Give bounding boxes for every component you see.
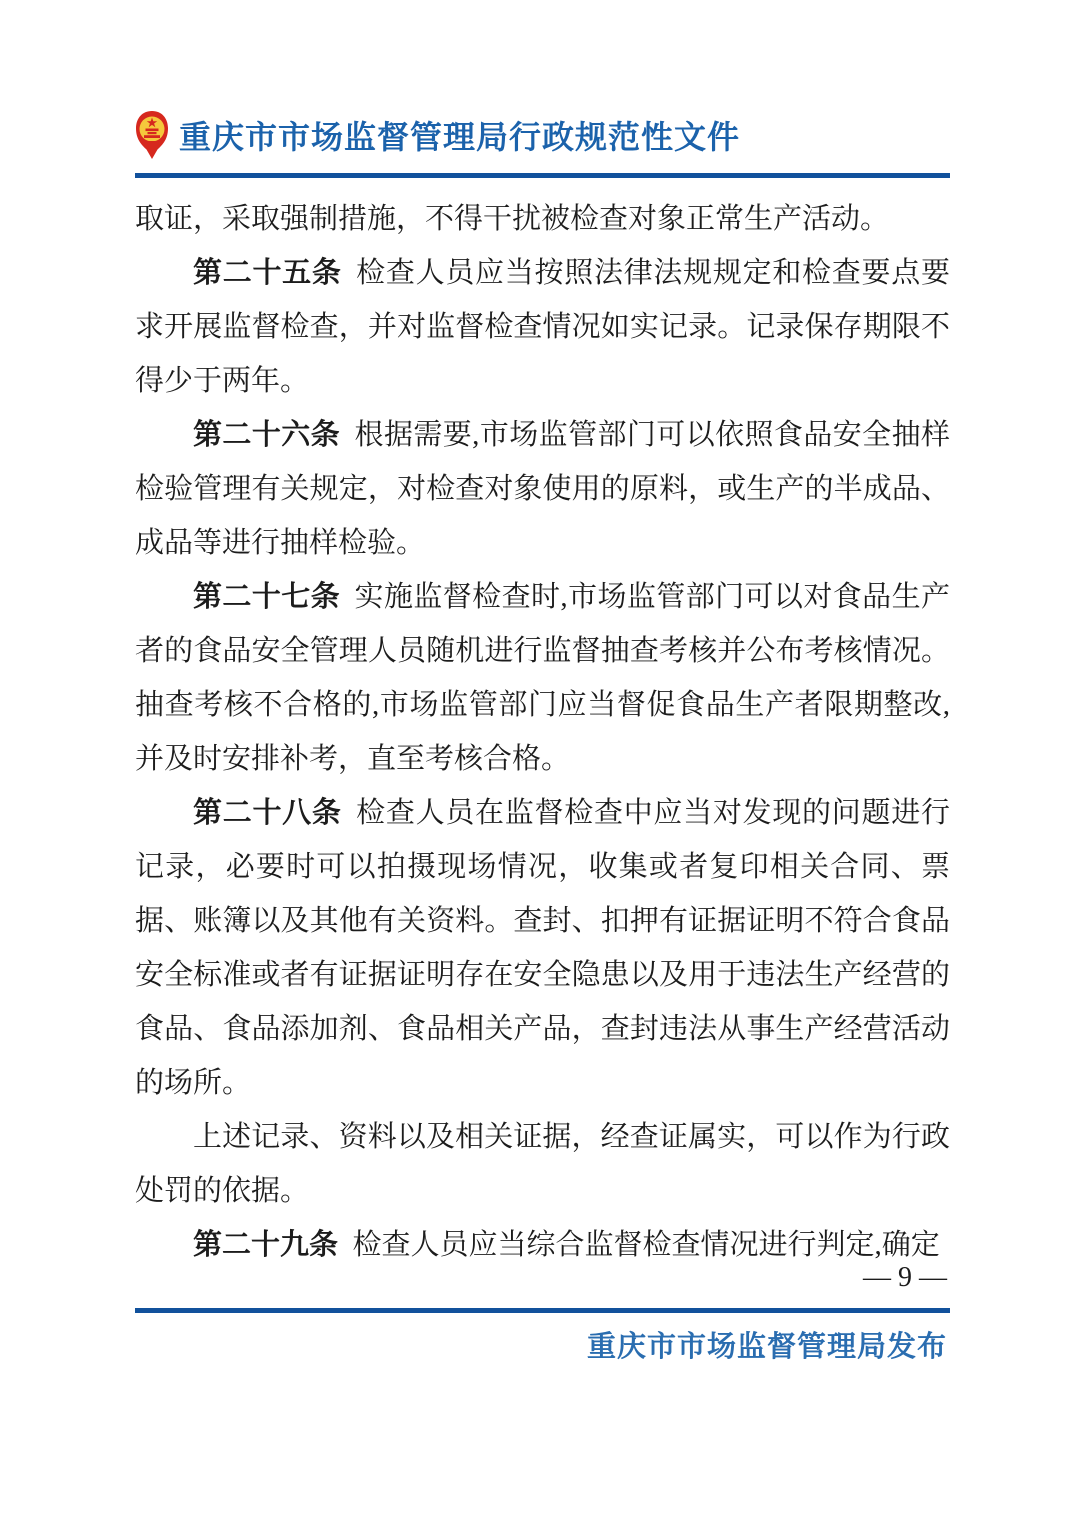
header-rule <box>135 173 950 178</box>
publisher-label: 重庆市市场监督管理局发布 <box>586 1331 947 1363</box>
national-emblem-icon <box>135 110 169 160</box>
article-number: 第二十八条 <box>193 797 342 829</box>
paragraph-text: 取证，采取强制措施，不得干扰被检查对象正常生产活动。 <box>135 203 890 235</box>
paragraph-text: 上述记录、资料以及相关证据，经查证属实，可以作为行政处罚的依据。 <box>135 1121 950 1207</box>
article-number: 第二十六条 <box>193 419 341 451</box>
page-number: — 9 — <box>863 1262 947 1293</box>
paragraph-text: 检查人员应当按照法律法规规定和检查要点要求开展监督检查，并对监督检查情况如实记录。记录保存期限不得少于两年。 <box>135 257 950 397</box>
paragraph-text: 实施监督检查时,市场监管部门可以对食品生产者的食品安全管理人员随机进行监督抽查考核并公布考核情况。抽查考核不合格的,市场监管部门应当督促食品生产者限期整改,并及时安排补考，直至考核合格。 <box>135 581 950 775</box>
paragraph-article-26 <box>135 408 950 570</box>
paragraph-text: 根据需要,市场监管部门可以依照食品安全抽样检验管理有关规定，对检查对象使用的原料，或生产的半成品、成品等进行抽样检验。 <box>135 419 950 559</box>
page-header <box>135 110 950 160</box>
paragraph-text: 检查人员在监督检查中应当对发现的问题进行记录，必要时可以拍摄现场情况，收集或者复印相关合同、票据、账簿以及其他有关资料。查封、扣押有证据证明不符合食品安全标准或者有证据证明存在安全隐患以及用于违法生产经营的食品、食品添加剂、食品相关产品，查封违法从事生产经营活动的场所。 <box>135 797 950 1099</box>
paragraph-article-28 <box>135 786 950 1110</box>
paragraph-records <box>135 1110 950 1218</box>
paragraph-article-25 <box>135 246 950 408</box>
paragraph-text: 检查人员应当综合监督检查情况进行判定,确定 <box>352 1229 940 1261</box>
document-body <box>135 192 950 1272</box>
page-title: 重庆市市场监督管理局行政规范性文件 <box>179 118 741 155</box>
footer-rule <box>135 1308 950 1313</box>
paragraph-continuation <box>135 192 950 246</box>
article-number: 第二十九条 <box>193 1229 339 1261</box>
article-number: 第二十七条 <box>193 581 341 613</box>
paragraph-article-27 <box>135 570 950 786</box>
article-number: 第二十五条 <box>193 257 342 289</box>
paragraph-article-29 <box>135 1218 950 1272</box>
